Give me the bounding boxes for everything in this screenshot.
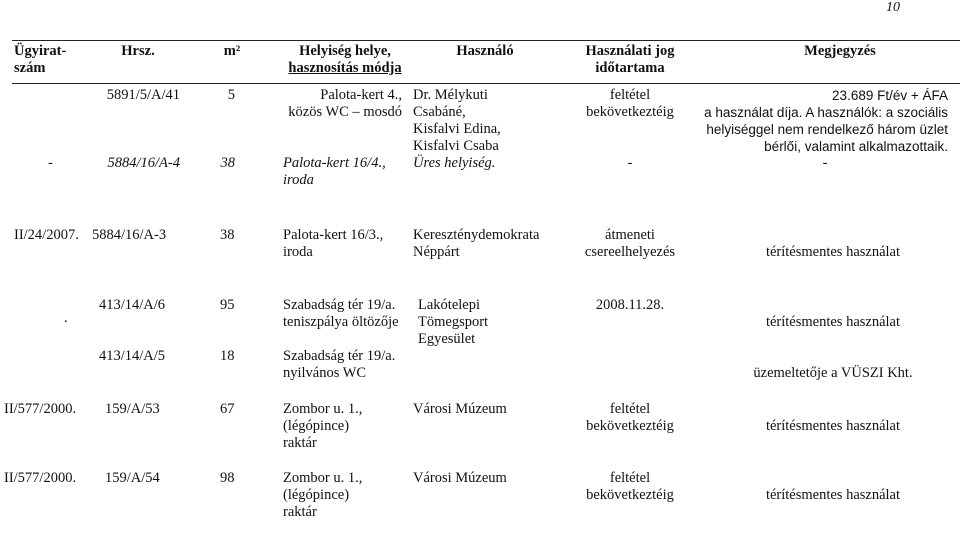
table-header-rule: [12, 83, 960, 84]
header-ugyiratszam: Ügyirat- szám: [14, 43, 67, 76]
cell-hasznalo: Városi Múzeum: [413, 401, 507, 417]
cell-megjegyzes: térítésmentes használat: [765, 244, 901, 260]
cell-hrsz: 413/14/A/5: [99, 348, 166, 364]
cell-ugyiratszam: II/24/2007.: [14, 227, 79, 243]
cell-megjegyzes: üzemeltetője a VÜSZI Kht.: [753, 365, 913, 381]
cell-hasznalo: Üres helyiség.: [413, 155, 496, 171]
header-jog-line2: időtartama: [595, 60, 665, 76]
cell-helyiseg: Szabadság tér 19/a. teniszpálya öltözője: [283, 297, 399, 330]
cell-hasznalo: Dr. Mélykuti Csabáné, Kisfalvi Edina, Kisfalvi Csaba: [413, 87, 501, 154]
cell-m2: 38: [220, 227, 235, 243]
cell-hasznalo: Kereszténydemokrata Néppárt: [413, 227, 540, 260]
cell-m2: 38: [220, 155, 235, 171]
cell-hrsz: 5884/16/A-3: [92, 227, 167, 243]
header-megjegyzes: Megjegyzés: [804, 43, 876, 59]
cell-hrsz: 5884/16/A-4: [107, 155, 180, 171]
cell-jog: 2008.11.28.: [595, 297, 665, 313]
cell-jog: feltétel bekövetkeztéig: [586, 470, 674, 503]
cell-ugyiratszam: II/577/2000.: [4, 401, 77, 417]
cell-m2: 98: [220, 470, 235, 486]
cell-megjegyzes: 23.689 Ft/év + ÁFA a használat díja. A használók: a szociális helyiséggel nem rendelkező három üzlet bérlői, valamint alkalmazottaik.: [704, 88, 948, 154]
cell-megjegyzes: térítésmentes használat: [765, 418, 901, 434]
cell-hrsz: 413/14/A/6: [99, 297, 166, 313]
cell-m2: 67: [220, 401, 235, 417]
cell-megjegyzes: térítésmentes használat: [765, 487, 901, 503]
cell-ugyiratszam: .: [64, 310, 68, 326]
cell-ugyiratszam: II/577/2000.: [4, 470, 77, 486]
page-number: 10: [886, 0, 900, 15]
cell-hasznalo: Városi Múzeum: [413, 470, 507, 486]
cell-helyiseg: Palota-kert 16/4., iroda: [283, 155, 386, 188]
cell-m2: 5: [227, 87, 235, 103]
cell-helyiseg: Zombor u. 1., (légópince) raktár: [283, 470, 363, 520]
cell-hrsz: 159/A/53: [105, 401, 160, 417]
cell-jog: átmeneti csereelhelyezés: [584, 227, 676, 260]
cell-helyiseg: Zombor u. 1., (légópince) raktár: [283, 401, 363, 451]
cell-megjegyzes: -: [822, 155, 828, 171]
cell-helyiseg: Szabadság tér 19/a. nyilvános WC: [283, 348, 396, 381]
cell-hrsz: 5891/5/A/41: [106, 87, 180, 103]
cell-m2: 18: [220, 348, 235, 364]
cell-hrsz: 159/A/54: [105, 470, 160, 486]
cell-helyiseg: Palota-kert 4., közös WC – mosdó: [288, 87, 402, 120]
header-m2: m²: [223, 43, 241, 59]
cell-jog: feltétel bekövetkeztéig: [586, 87, 674, 120]
cell-helyiseg: Palota-kert 16/3., iroda: [283, 227, 384, 260]
cell-jog: feltétel bekövetkeztéig: [586, 401, 674, 434]
header-jog-line1: Használati jog: [585, 43, 675, 59]
header-helyiseg-line2: hasznosítás módja: [288, 60, 402, 76]
cell-jog: -: [627, 155, 633, 171]
header-hrsz: Hrsz.: [121, 43, 155, 59]
header-hasznalo: Használó: [456, 43, 514, 59]
header-helyiseg-line1: Helyiség helye,: [299, 43, 391, 59]
cell-megjegyzes: térítésmentes használat: [765, 314, 901, 330]
cell-ugyiratszam: -: [48, 155, 53, 171]
cell-m2: 95: [220, 297, 235, 313]
cell-hasznalo: Lakótelepi Tömegsport Egyesület: [418, 297, 489, 347]
table-top-rule: [12, 40, 960, 41]
